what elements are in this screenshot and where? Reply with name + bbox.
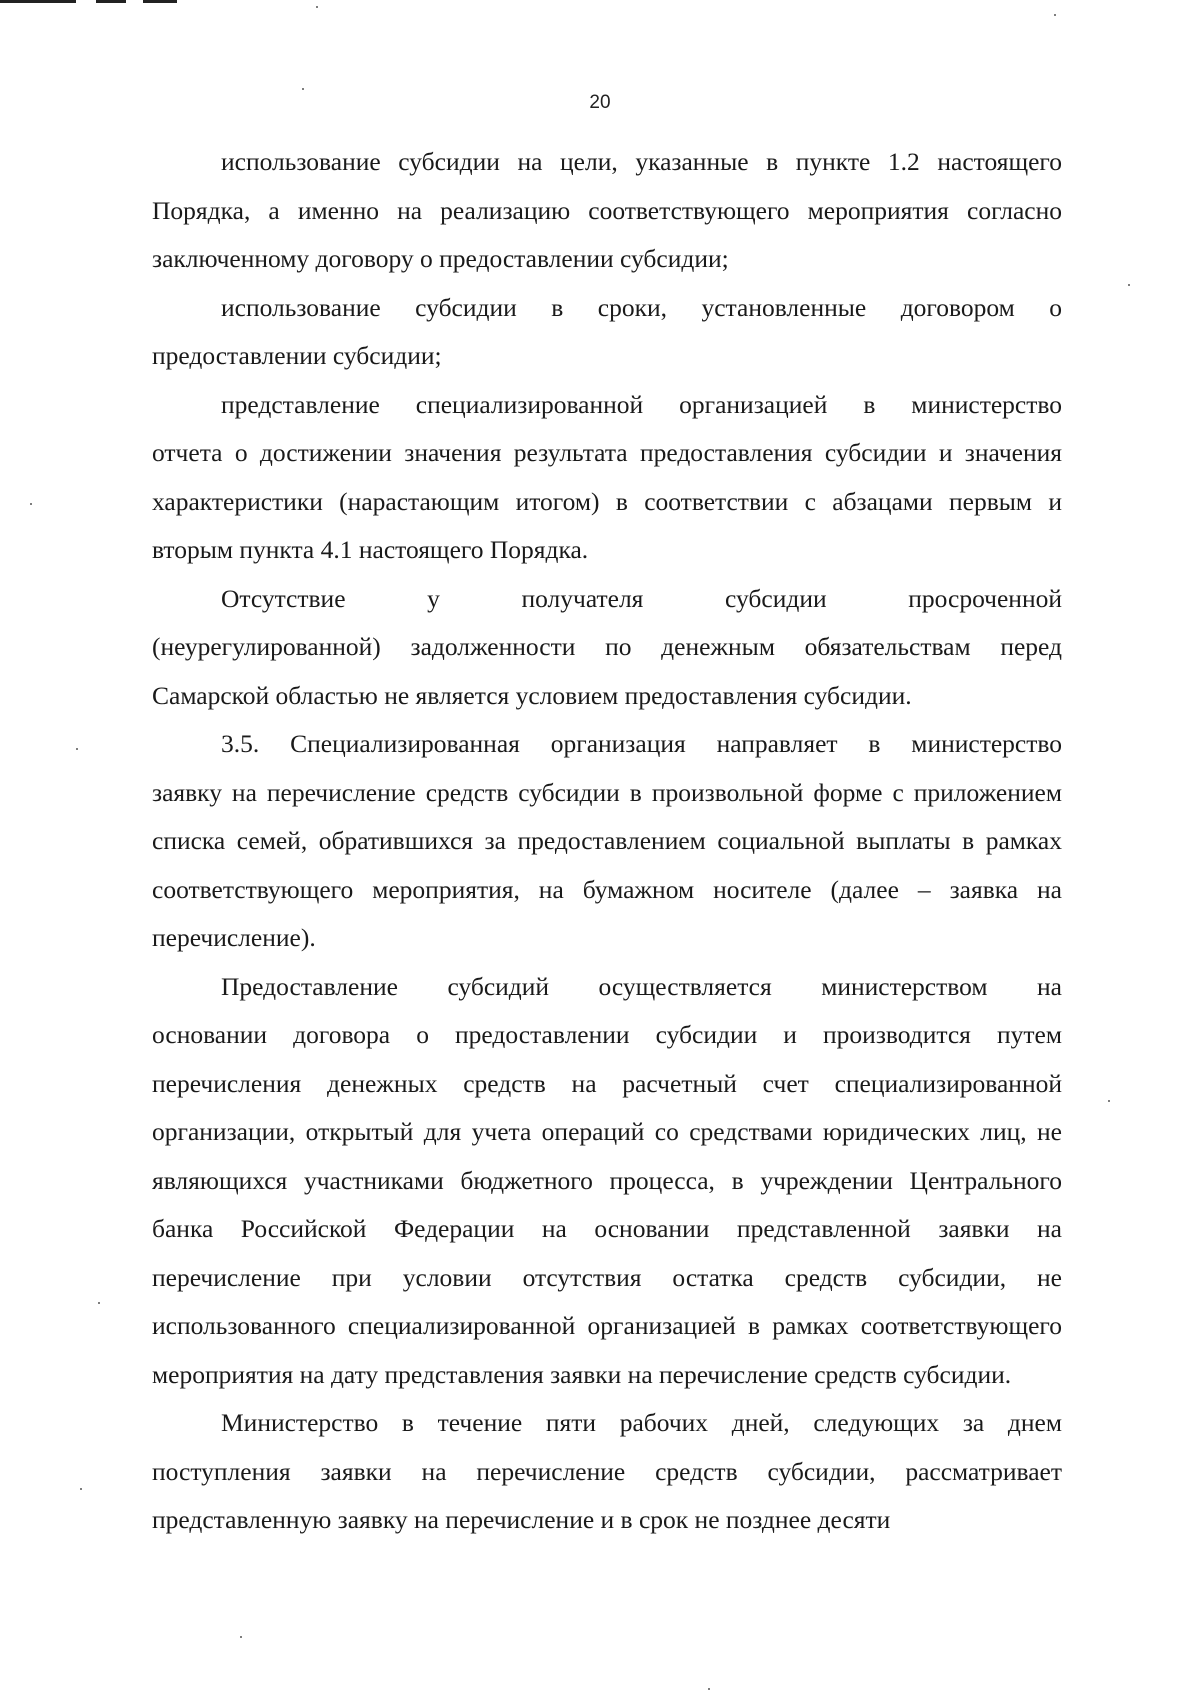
paragraph-report-submission [152, 381, 1062, 575]
paragraph-subsidy-purpose [152, 138, 1062, 284]
paragraph-first-line: Предоставление субсидий осуществляется министерством на [221, 971, 1062, 1001]
paragraph-continuation: заявку на перечисление средств субсидии в произвольной форме с приложением списка семей, обратившихся за предоставлением социальной выплаты в рамках соответствующего мероприятия, на бумажном носителе (далее – заявка на перечисление). [152, 777, 1062, 952]
scan-speck [316, 6, 318, 8]
paragraph-clause-3-5 [152, 720, 1062, 963]
paragraph-first-line: Отсутствие у получателя субсидии просроченной [221, 583, 1062, 613]
paragraph-continuation: основании договора о предоставлении субсидии и производится путем перечисления денежных средств на расчетный счет специализированной организации, открытый для учета операций со средствами юридических лиц, не являющихся участниками бюджетного процесса, в учреждении Центрального банка Российской Федерации на основании представленной заявки на перечисление при условии отсутствия остатка средств субсидии, не использованного специализированной организацией в рамках соответствующего мероприятия на дату представления заявки на перечисление средств субсидии. [152, 1020, 1062, 1389]
scan-speck [30, 503, 32, 505]
scan-speck [708, 1688, 710, 1690]
scan-speck [1054, 14, 1056, 16]
paragraph-subsidy-deadlines [152, 284, 1062, 381]
paragraph-first-line: использование субсидии в сроки, установленные договором о [221, 292, 1062, 322]
page-number: 20 [589, 92, 611, 113]
scan-speck [1128, 284, 1130, 286]
paragraph-ministry-review [152, 1399, 1062, 1545]
scan-speck [76, 748, 78, 750]
paragraph-debt-condition [152, 575, 1062, 721]
scan-mark [0, 0, 76, 3]
scan-mark [143, 0, 177, 3]
paragraph-first-line: использование субсидии на цели, указанные в пункте 1.2 настоящего [221, 147, 1062, 176]
paragraph-continuation: предоставлении субсидии; [152, 341, 442, 370]
paragraph-continuation: отчета о достижении значения результата предоставления субсидии и значения характеристики (нарастающим итогом) в соответствии с абзацами первым и вторым пункта 4.1 настоящего Порядка. [152, 438, 1062, 564]
scan-speck [240, 1636, 242, 1638]
scan-mark [96, 0, 126, 3]
paragraph-first-line: Министерство в течение пяти рабочих дней, следующих за днем [221, 1408, 1062, 1437]
paragraph-continuation: поступления заявки на перечисление средств субсидии, рассматривает представленную заявку на перечисление и в срок не позднее десяти [152, 1456, 1062, 1534]
paragraph-continuation: Порядка, а именно на реализацию соответствующего мероприятия согласно заключенному договору о предоставлении субсидии; [152, 195, 1062, 273]
scan-speck [302, 88, 304, 90]
scan-speck [80, 1488, 82, 1490]
paragraph-first-line: представление специализированной организацией в министерство [221, 389, 1062, 419]
paragraph-continuation: (неурегулированной) задолженности по денежным обязательствам перед Самарской областью не является условием предоставления субсидии. [152, 632, 1062, 710]
paragraph-first-line: 3.5. Специализированная организация направляет в министерство [221, 729, 1062, 758]
paragraph-subsidy-provision [152, 963, 1062, 1400]
scan-speck [1108, 1100, 1110, 1102]
scan-speck [98, 1302, 100, 1304]
document-body [152, 138, 1062, 1545]
